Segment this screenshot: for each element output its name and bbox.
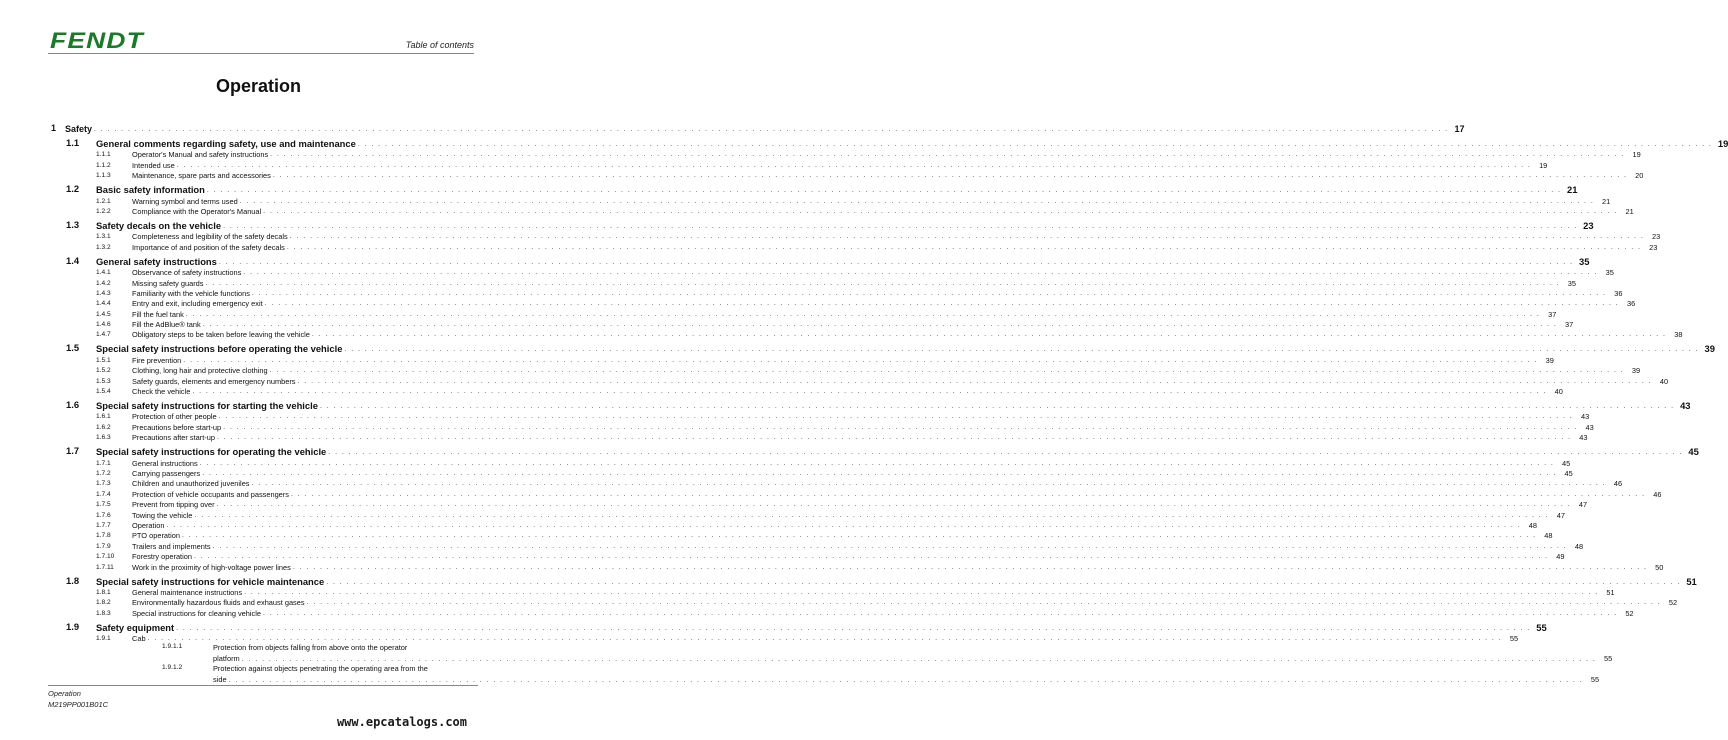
toc-entry-page: 52 [1668, 598, 1678, 608]
footer-document-code: M219PP001B01C [48, 700, 109, 709]
toc-entry-title: Special safety instructions for operating the vehicle [96, 446, 327, 458]
toc-entry-title: Warning symbol and terms used [132, 196, 238, 206]
toc-leader-dots: . . . . . . . . . . . . . . . . . . . . . . . . . . . . . . . . . . . . . . . . . . . . . . . . . . . . . . . . . . . . . . . . . . . . . . . . . . . . . . . . . . . . . . . . . . . . . . . . . . . . . . . . . . . . . . . . . . . . . . . . . . . . . . . . . . . . . . . . . . . . . . . . . . . . . . . . . . . . . . . . . . . . . . . . . . . . . . . . . . . . . . . . . . . . . . . . . . . . . . . . [205, 279, 1561, 287]
toc-entry-number: 1.9.1.2 [162, 664, 183, 672]
toc-leader-dots: . . . . . . . . . . . . . . . . . . . . . . . . . . . . . . . . . . . . . . . . . . . . . . . . . . . . . . . . . . . . . . . . . . . . . . . . . . . . . . . . . . . . . . . . . . . . . . . . . . . . . . . . . . . . . . . . . . . . . . . . . . . . . . . . . . . . . . . . . . . . . . . . . . . . . . . . . . . . . . . . . . . . . . . . . . . . . . . . . . . . . . . . . . . . . . . . . . . . . . . . [292, 563, 1648, 571]
toc-entry-title: Safety [65, 124, 93, 134]
toc-entry[interactable] [48, 607, 1634, 618]
toc-entry[interactable] [48, 432, 1588, 443]
toc-entry-number: 1.1 [66, 137, 80, 148]
toc-leader-dots: . . . . . . . . . . . . . . . . . . . . . . . . . . . . . . . . . . . . . . . . . . . . . . . . . . . . . . . . . . . . . . . . . . . . . . . . . . . . . . . . . . . . . . . . . . . . . . . . . . . . . . . . . . . . . . . . . . . . . . . . . . . . . . . . . . . . . . . . . . . . . . . . . . . . . . . . . . . . . . . . . . . . . . . . . . . . . . . . . . . . . . . . . . . . . . . . . . . . . . . . [223, 222, 1578, 230]
toc-entry-number: 1.5.4 [96, 388, 111, 396]
toc-leader-dots: . . . . . . . . . . . . . . . . . . . . . . . . . . . . . . . . . . . . . . . . . . . . . . . . . . . . . . . . . . . . . . . . . . . . . . . . . . . . . . . . . . . . . . . . . . . . . . . . . . . . . . . . . . . . . . . . . . . . . . . . . . . . . . . . . . . . . . . . . . . . . . . . . . . . . . . . . . . . . . . . . . . . . . . . . . . . . . . . . . . . . . . . . . . . . . . . . . . . . . . . [192, 388, 1547, 396]
toc-entry[interactable] [48, 620, 1547, 633]
toc-leader-dots: . . . . . . . . . . . . . . . . . . . . . . . . . . . . . . . . . . . . . . . . . . . . . . . . . . . . . . . . . . . . . . . . . . . . . . . . . . . . . . . . . . . . . . . . . . . . . . . . . . . . . . . . . . . . . . . . . . . . . . . . . . . . . . . . . . . . . . . . . . . . . . . . . . . . . . . . . . . . . . . . . . . . . . . . . . . . . . . . . . . . . . . . . . . . . . . . . . . . . . . . [212, 542, 1568, 550]
toc-entry-title: Maintenance, spare parts and accessories [132, 171, 271, 181]
toc-entry-page: 45 [1564, 468, 1573, 478]
toc-entry-page: 35 [1567, 278, 1577, 288]
toc-entry[interactable] [48, 329, 1683, 340]
toc-entry-page: 37 [1548, 309, 1557, 319]
toc-leader-dots: . . . . . . . . . . . . . . . . . . . . . . . . . . . . . . . . . . . . . . . . . . . . . . . . . . . . . . . . . . . . . . . . . . . . . . . . . . . . . . . . . . . . . . . . . . . . . . . . . . . . . . . . . . . . . . . . . . . . . . . . . . . . . . . . . . . . . . . . . . . . . . . . . . . . . . . . . . . . . . . . . . . . . . . . . . . . . . . . . . . . . . . . . . . . . . . . . . . . . . . . [290, 490, 1646, 498]
toc-entry-number: 1.7.9 [96, 542, 111, 550]
toc-entry-page: 23 [1652, 232, 1661, 242]
toc-entry-number: 1.5.1 [96, 356, 111, 364]
toc-leader-dots: . . . . . . . . . . . . . . . . . . . . . . . . . . . . . . . . . . . . . . . . . . . . . . . . . . . . . . . . . . . . . . . . . . . . . . . . . . . . . . . . . . . . . . . . . . . . . . . . . . . . . . . . . . . . . . . . . . . . . . . . . . . . . . . . . . . . . . . . . . . . . . . . . . . . . . . . . . . . . . . . . . . . . . . . . . . . . . . . . . . . . . . . . . . . . . . . . . . . . . . . [223, 423, 1578, 431]
toc-entry-number: 1.4.3 [96, 289, 111, 297]
toc-entry-number: 1.7.10 [96, 553, 115, 561]
toc-leader-dots: . . . . . . . . . . . . . . . . . . . . . . . . . . . . . . . . . . . . . . . . . . . . . . . . . . . . . . . . . . . . . . . . . . . . . . . . . . . . . . . . . . . . . . . . . . . . . . . . . . . . . . . . . . . . . . . . . . . . . . . . . . . . . . . . . . . . . . . . . . . . . . . . . . . . . . . . . . . . . . . . . . . . . . . . . . . . . . . . . . . . . . . . . . . . . . . . . . . . . . . . [289, 233, 1645, 241]
toc-entry-title: Observance of safety instructions [132, 268, 242, 278]
toc-entry-title: Prevent from tipping over [132, 500, 215, 510]
toc-entry-page: 36 [1626, 299, 1636, 309]
toc-leader-dots: . . . . . . . . . . . . . . . . . . . . . . . . . . . . . . . . . . . . . . . . . . . . . . . . . . . . . . . . . . . . . . . . . . . . . . . . . . . . . . . . . . . . . . . . . . . . . . . . . . . . . . . . . . . . . . . . . . . . . . . . . . . . . . . . . . . . . . . . . . . . . . . . . . . . . . . . . . . . . . . . . . . . . . . . . . . . . . . . . . . . . . . . . . . . . . . . . . . . . . . . [326, 578, 1681, 586]
toc-entry-number: 1.8.2 [96, 599, 111, 607]
toc-entry-number: 1.4.2 [96, 279, 111, 287]
toc-entry[interactable] [48, 561, 1664, 572]
toc-leader-dots: . . . . . . . . . . . . . . . . . . . . . . . . . . . . . . . . . . . . . . . . . . . . . . . . . . . . . . . . . . . . . . . . . . . . . . . . . . . . . . . . . . . . . . . . . . . . . . . . . . . . . . . . . . . . . . . . . . . . . . . . . . . . . . . . . . . . . . . . . . . . . . . . . . . . . . . . . . . . . . . . . . . . . . . . . . . . . . . . . . . . . . . . . . . . . . . . . . . . . . . . [243, 269, 1598, 277]
toc-entry-number: 1.7 [66, 445, 80, 457]
toc-entry[interactable] [48, 170, 1644, 181]
toc-entry-title: Completeness and legibility of the safety decals [132, 232, 288, 242]
toc-entry-number: 1.7.2 [96, 469, 111, 477]
toc-entry[interactable] [48, 149, 1641, 160]
toc-entry-number: 1.1.3 [96, 172, 111, 180]
header-divider [48, 53, 474, 54]
toc-entry-number: 1.6.2 [96, 423, 111, 431]
toc-entry-number: 1.1.2 [96, 161, 111, 169]
toc-entry-page: 21 [1602, 196, 1611, 206]
toc-leader-dots: . . . . . . . . . . . . . . . . . . . . . . . . . . . . . . . . . . . . . . . . . . . . . . . . . . . . . . . . . . . . . . . . . . . . . . . . . . . . . . . . . . . . . . . . . . . . . . . . . . . . . . . . . . . . . . . . . . . . . . . . . . . . . . . . . . . . . . . . . . . . . . . . . . . . . . . . . . . . . . . . . . . . . . . . . . . . . . . . . . . . . . . . . . . . . . . . . . . . . . . . [311, 331, 1667, 339]
toc-entry-page: 43 [1585, 422, 1594, 432]
toc-leader-dots: . . . . . . . . . . . . . . . . . . . . . . . . . . . . . . . . . . . . . . . . . . . . . . . . . . . . . . . . . . . . . . . . . . . . . . . . . . . . . . . . . . . . . . . . . . . . . . . . . . . . . . . . . . . . . . . . . . . . . . . . . . . . . . . . . . . . . . . . . . . . . . . . . . . . . . . . . . . . . . . . . . . . . . . . . . . . . . . . . . . . . . . . . . . . . . . . . . . . . . . . [239, 197, 1595, 205]
toc-entry-number: 1.4.7 [96, 331, 111, 339]
toc-leader-dots: . . . . . . . . . . . . . . . . . . . . . . . . . . . . . . . . . . . . . . . . . . . . . . . . . . . . . . . . . . . . . . . . . . . . . . . . . . . . . . . . . . . . . . . . . . . . . . . . . . . . . . . . . . . . . . . . . . . . . . . . . . . . . . . . . . . . . . . . . . . . . . . . . . . . . . . . . . . . . . . . . . . . . . . . . . . . . . . . . . . . . . . . . . . . . . . . . . . . . . . . [264, 300, 1620, 308]
toc-entry-page: 51 [1606, 587, 1615, 597]
toc-leader-dots: . . . . . . . . . . . . . . . . . . . . . . . . . . . . . . . . . . . . . . . . . . . . . . . . . . . . . . . . . . . . . . . . . . . . . . . . . . . . . . . . . . . . . . . . . . . . . . . . . . . . . . . . . . . . . . . . . . . . . . . . . . . . . . . . . . . . . . . . . . . . . . . . . . . . . . . . . . . . . . . . . . . . . . . . . . . . . . . . . . . . . . . . . . . . . . . . . . . . . . . . [176, 161, 1532, 169]
toc-entry-page: 48 [1574, 541, 1584, 551]
toc-entry[interactable] [48, 206, 1634, 216]
toc-entry-title: Precautions before start-up [132, 422, 222, 432]
toc-entry[interactable] [48, 354, 1554, 365]
toc-leader-dots: . . . . . . . . . . . . . . . . . . . . . . . . . . . . . . . . . . . . . . . . . . . . . . . . . . . . . . . . . . . . . . . . . . . . . . . . . . . . . . . . . . . . . . . . . . . . . . . . . . . . . . . . . . . . . . . . . . . . . . . . . . . . . . . . . . . . . . . . . . . . . . . . . . . . . . . . . . . . . . . . . . . . . . . . . . . . . . . . . . . . . . . . . . . . . . . . . . . . . . . . [270, 151, 1625, 159]
toc-entry-number: 1.8 [66, 574, 80, 586]
toc-entry[interactable] [48, 231, 1661, 242]
toc-leader-dots: . . . . . . . . . . . . . . . . . . . . . . . . . . . . . . . . . . . . . . . . . . . . . . . . . . . . . . . . . . . . . . . . . . . . . . . . . . . . . . . . . . . . . . . . . . . . . . . . . . . . . . . . . . . . . . . . . . . . . . . . . . . . . . . . . . . . . . . . . . . . . . . . . . . . . . . . . . . . . . . . . . . . . . . . . . . . . . . . . . . . . . . . . . . . . . . . . . . . . . . . [306, 599, 1662, 607]
toc-leader-dots: . . . . . . . . . . . . . . . . . . . . . . . . . . . . . . . . . . . . . . . . . . . . . . . . . . . . . . . . . . . . . . . . . . . . . . . . . . . . . . . . . . . . . . . . . . . . . . . . . . . . . . . . . . . . . . . . . . . . . . . . . . . . . . . . . . . . . . . . . . . . . . . . . . . . . . . . . . . . . . . . . . . . . . . . . . . . . . . . . . . . . . . . . . . . . . . . . . . . . . . . [357, 141, 1713, 148]
toc-entry-number: 1.4.4 [96, 300, 111, 308]
toc-entry[interactable] [48, 375, 1669, 386]
toc-entry-number: 1.8.3 [96, 609, 111, 617]
toc-entry-page: 48 [1528, 520, 1538, 530]
toc-entry-number: 1.3.1 [96, 233, 111, 241]
toc-entry-page: 55 [1604, 653, 1613, 663]
toc-leader-dots: . . . . . . . . . . . . . . . . . . . . . . . . . . . . . . . . . . . . . . . . . . . . . . . . . . . . . . . . . . . . . . . . . . . . . . . . . . . . . . . . . . . . . . . . . . . . . . . . . . . . . . . . . . . . . . . . . . . . . . . . . . . . . . . . . . . . . . . . . . . . . . . . . . . . . . . . . . . . . . . . . . . . . . . . . . . . . . . . . . . . . . . . . . . . . . . . . . . . . . . . [202, 321, 1558, 329]
toc-leader-dots: . . . . . . . . . . . . . . . . . . . . . . . . . . . . . . . . . . . . . . . . . . . . . . . . . . . . . . . . . . . . . . . . . . . . . . . . . . . . . . . . . . . . . . . . . . . . . . . . . . . . . . . . . . . . . . . . . . . . . . . . . . . . . . . . . . . . . . . . . . . . . . . . . . . . . . . . . . . . . . . . . . . . . . . . . . . . . . . . . . . . . . . . . . . . . . . . . . . . . . . . [344, 346, 1699, 354]
toc-leader-dots: . . . . . . . . . . . . . . . . . . . . . . . . . . . . . . . . . . . . . . . . . . . . . . . . . . . . . . . . . . . . . . . . . . . . . . . . . . . . . . . . . . . . . . . . . . . . . . . . . . . . . . . . . . . . . . . . . . . . . . . . . . . . . . . . . . . . . . . . . . . . . . . . . . . . . . . . . . . . . . . . . . . . . . . . . . . . . . . . . . . . . . . . . . . . . . . . . . . . . . . . [286, 243, 1642, 251]
toc-entry[interactable] [48, 159, 1548, 170]
toc-leader-dots: . . . . . . . . . . . . . . . . . . . . . . . . . . . . . . . . . . . . . . . . . . . . . . . . . . . . . . . . . . . . . . . . . . . . . . . . . . . . . . . . . . . . . . . . . . . . . . . . . . . . . . . . . . . . . . . . . . . . . . . . . . . . . . . . . . . . . . . . . . . . . . . . . . . . . . . . . . . . . . . . . . . . . . . . . . . . . . . . . . . . . . . . . . . . . . . . . . . . . . . . [94, 126, 1449, 133]
toc-entry-page: 17 [1454, 124, 1465, 134]
toc-entry-number: 1 [51, 123, 57, 133]
toc-entry[interactable] [48, 664, 1600, 685]
toc-entry[interactable] [48, 308, 1557, 319]
toc-entry-page: 46 [1653, 489, 1662, 499]
toc-entry-page: 39 [1631, 366, 1641, 376]
toc-entry-number: 1.5.2 [96, 367, 111, 375]
toc-entry-title: Fire prevention [132, 355, 182, 365]
toc-leader-dots: . . . . . . . . . . . . . . . . . . . . . . . . . . . . . . . . . . . . . . . . . . . . . . . . . . . . . . . . . . . . . . . . . . . . . . . . . . . . . . . . . . . . . . . . . . . . . . . . . . . . . . . . . . . . . . . . . . . . . . . . . . . . . . . . . . . . . . . . . . . . . . . . . . . . . . . . . . . . . . . . . . . . . . . . . . . . . . . . . . . . . . . . . . . . . . . . . . . . . . . . [166, 521, 1522, 529]
toc-leader-dots: . . . . . . . . . . . . . . . . . . . . . . . . . . . . . . . . . . . . . . . . . . . . . . . . . . . . . . . . . . . . . . . . . . . . . . . . . . . . . . . . . . . . . . . . . . . . . . . . . . . . . . . . . . . . . . . . . . . . . . . . . . . . . . . . . . . . . . . . . . . . . . . . . . . . . . . . . . . . . . . . . . . . . . . . . . . . . . . . . . . . . . . . . . . . . . . . . . . . . . . . [176, 624, 1531, 632]
toc-leader-dots: . . . . . . . . . . . . . . . . . . . . . . . . . . . . . . . . . . . . . . . . . . . . . . . . . . . . . . . . . . . . . . . . . . . . . . . . . . . . . . . . . . . . . . . . . . . . . . . . . . . . . . . . . . . . . . . . . . . . . . . . . . . . . . . . . . . . . . . . . . . . . . . . . . . . . . . . . . . . . . . . . . . . . . . . . . . . . . . . . . . . . . . . . . . . . . . . . . . . . . . . [244, 588, 1599, 596]
toc-entry-title: Obligatory steps to be taken before leaving the vehicle [132, 330, 310, 340]
toc-entry-title: Compliance with the Operator's Manual [132, 206, 262, 216]
toc-entry[interactable] [48, 468, 1573, 478]
toc-entry-number: 1.6.1 [96, 413, 111, 421]
toc-entry[interactable] [48, 540, 1584, 551]
toc-entry-title: Protection against objects penetrating the operating area from the [213, 664, 428, 674]
toc-entry-number: 1.7.3 [96, 480, 111, 488]
toc-entry-title: Children and unauthorized juveniles [132, 479, 250, 489]
toc-entry-title: General maintenance instructions [132, 587, 243, 597]
toc-entry-title: General instructions [132, 458, 198, 468]
toc-leader-dots: . . . . . . . . . . . . . . . . . . . . . . . . . . . . . . . . . . . . . . . . . . . . . . . . . . . . . . . . . . . . . . . . . . . . . . . . . . . . . . . . . . . . . . . . . . . . . . . . . . . . . . . . . . . . . . . . . . . . . . . . . . . . . . . . . . . . . . . . . . . . . . . . . . . . . . . . . . . . . . . . . . . . . . . . . . . . . . . . . . . . . . . . . . . . . . . . . . . . . . . . [218, 258, 1574, 266]
toc-entry-number: 1.5 [66, 342, 80, 354]
toc-leader-dots: . . . . . . . . . . . . . . . . . . . . . . . . . . . . . . . . . . . . . . . . . . . . . . . . . . . . . . . . . . . . . . . . . . . . . . . . . . . . . . . . . . . . . . . . . . . . . . . . . . . . . . . . . . . . . . . . . . . . . . . . . . . . . . . . . . . . . . . . . . . . . . . . . . . . . . . . . . . . . . . . . . . . . . . . . . . . . . . . . . . . . . . . . . . . . . . . . . . . . . . . [241, 656, 1597, 664]
toc-entry[interactable] [48, 551, 1565, 562]
toc-entry-page: 21 [1567, 184, 1578, 196]
toc-entry[interactable] [48, 288, 1623, 298]
toc-entry-number: 1.7.11 [96, 563, 114, 571]
toc-entry-number: 1.4.1 [96, 269, 111, 277]
toc-entry-title: Carrying passengers [132, 468, 201, 478]
toc-entry-page: 19 [1539, 160, 1548, 170]
toc-entry[interactable] [48, 218, 1594, 231]
toc-entry-title: Protection of vehicle occupants and passengers [132, 489, 289, 499]
toc-entry-page: 35 [1578, 255, 1590, 267]
toc-entry-number: 1.6.3 [96, 434, 111, 442]
toc-entry-page: 35 [1605, 268, 1614, 278]
page-title: Operation [215, 76, 301, 96]
toc-entry[interactable] [48, 633, 1519, 644]
toc-entry-page: 43 [1579, 433, 1588, 443]
toc-entry-page: 51 [1686, 575, 1697, 587]
toc-leader-dots: . . . . . . . . . . . . . . . . . . . . . . . . . . . . . . . . . . . . . . . . . . . . . . . . . . . . . . . . . . . . . . . . . . . . . . . . . . . . . . . . . . . . . . . . . . . . . . . . . . . . . . . . . . . . . . . . . . . . . . . . . . . . . . . . . . . . . . . . . . . . . . . . . . . . . . . . . . . . . . . . . . . . . . . . . . . . . . . . . . . . . . . . . . . . . . . . . . . . . . . . [228, 677, 1584, 685]
toc-leader-dots: . . . . . . . . . . . . . . . . . . . . . . . . . . . . . . . . . . . . . . . . . . . . . . . . . . . . . . . . . . . . . . . . . . . . . . . . . . . . . . . . . . . . . . . . . . . . . . . . . . . . . . . . . . . . . . . . . . . . . . . . . . . . . . . . . . . . . . . . . . . . . . . . . . . . . . . . . . . . . . . . . . . . . . . . . . . . . . . . . . . . . . . . . . . . . . . . . . . . . . . . [216, 434, 1572, 442]
table-of-contents [48, 120, 1728, 685]
toc-entry[interactable] [48, 386, 1563, 397]
toc-leader-dots: . . . . . . . . . . . . . . . . . . . . . . . . . . . . . . . . . . . . . . . . . . . . . . . . . . . . . . . . . . . . . . . . . . . . . . . . . . . . . . . . . . . . . . . . . . . . . . . . . . . . . . . . . . . . . . . . . . . . . . . . . . . . . . . . . . . . . . . . . . . . . . . . . . . . . . . . . . . . . . . . . . . . . . . . . . . . . . . . . . . . . . . . . . . . . . . . . . . . . . . . [193, 553, 1549, 561]
toc-entry[interactable] [48, 183, 1578, 196]
toc-entry[interactable] [48, 122, 1465, 134]
toc-entry-page: 43 [1580, 412, 1590, 422]
toc-entry-page: 20 [1635, 171, 1644, 181]
toc-entry-number: 1.7.1 [96, 459, 111, 467]
toc-entry-title: Operator's Manual and safety instructions [132, 150, 269, 160]
toc-entry-title: Entry and exit, including emergency exit [132, 299, 263, 309]
toc-entry[interactable] [48, 399, 1691, 412]
toc-entry[interactable] [48, 478, 1623, 489]
toc-entry-page: 48 [1544, 531, 1553, 541]
toc-entry[interactable] [48, 195, 1611, 206]
toc-entry-page: 55 [1536, 621, 1547, 633]
toc-entry[interactable] [48, 277, 1577, 288]
toc-entry-number: 1.4 [66, 254, 80, 266]
toc-entry[interactable] [48, 421, 1594, 432]
toc-leader-dots: . . . . . . . . . . . . . . . . . . . . . . . . . . . . . . . . . . . . . . . . . . . . . . . . . . . . . . . . . . . . . . . . . . . . . . . . . . . . . . . . . . . . . . . . . . . . . . . . . . . . . . . . . . . . . . . . . . . . . . . . . . . . . . . . . . . . . . . . . . . . . . . . . . . . . . . . . . . . . . . . . . . . . . . . . . . . . . . . . . . . . . . . . . . . . . . . . . . . . . . . [202, 469, 1557, 477]
toc-entry-number: 1.3.2 [96, 243, 111, 251]
toc-entry-title: Fill the AdBlue® tank [132, 320, 201, 330]
logo-text: FENDT [50, 28, 145, 53]
toc-entry-title-cont: platform [213, 653, 240, 663]
toc-entry[interactable] [48, 509, 1565, 520]
toc-entry-page: 52 [1625, 608, 1634, 618]
toc-entry-number: 1.2.2 [96, 207, 111, 215]
toc-entry[interactable] [48, 241, 1658, 252]
toc-entry-title: Clothing, long hair and protective clothing [132, 366, 268, 376]
toc-entry-page: 36 [1614, 288, 1623, 298]
toc-entry-page: 47 [1556, 510, 1565, 520]
toc-entry-number: 1.2 [66, 183, 80, 195]
toc-entry-number: 1.9 [66, 620, 80, 632]
toc-entry-title: Missing safety guards [132, 278, 204, 288]
footer-divider [48, 685, 478, 686]
toc-entry-title: Basic safety information [96, 184, 205, 196]
toc-entry-title-cont: side [213, 674, 227, 684]
toc-entry-title: Safety guards, elements and emergency numbers [132, 376, 296, 386]
toc-entry-number: 1.5.3 [96, 377, 111, 385]
toc-entry[interactable] [48, 587, 1615, 597]
toc-entry[interactable] [48, 574, 1697, 587]
toc-leader-dots: . . . . . . . . . . . . . . . . . . . . . . . . . . . . . . . . . . . . . . . . . . . . . . . . . . . . . . . . . . . . . . . . . . . . . . . . . . . . . . . . . . . . . . . . . . . . . . . . . . . . . . . . . . . . . . . . . . . . . . . . . . . . . . . . . . . . . . . . . . . . . . . . . . . . . . . . . . . . . . . . . . . . . . . . . . . . . . . . . . . . . . . . . . . . . . . . . . . . . . . . [216, 501, 1572, 509]
toc-entry-page: 50 [1655, 562, 1664, 572]
toc-entry[interactable] [48, 342, 1715, 355]
toc-entry-title: Safety decals on the vehicle [96, 219, 222, 231]
toc-entry-number: 1.2.1 [96, 197, 111, 205]
toc-entry-number: 1.7.8 [96, 532, 111, 540]
toc-entry-title: Precautions after start-up [132, 433, 215, 443]
toc-entry-number: 1.8.1 [96, 588, 111, 596]
toc-entry-page: 39 [1545, 355, 1554, 365]
toc-entry-title: Check the vehicle [132, 387, 191, 397]
fendt-logo [50, 29, 146, 51]
toc-leader-dots: . . . . . . . . . . . . . . . . . . . . . . . . . . . . . . . . . . . . . . . . . . . . . . . . . . . . . . . . . . . . . . . . . . . . . . . . . . . . . . . . . . . . . . . . . . . . . . . . . . . . . . . . . . . . . . . . . . . . . . . . . . . . . . . . . . . . . . . . . . . . . . . . . . . . . . . . . . . . . . . . . . . . . . . . . . . . . . . . . . . . . . . . . . . . . . . . . . . . . . . . [251, 480, 1607, 488]
toc-leader-dots: . . . . . . . . . . . . . . . . . . . . . . . . . . . . . . . . . . . . . . . . . . . . . . . . . . . . . . . . . . . . . . . . . . . . . . . . . . . . . . . . . . . . . . . . . . . . . . . . . . . . . . . . . . . . . . . . . . . . . . . . . . . . . . . . . . . . . . . . . . . . . . . . . . . . . . . . . . . . . . . . . . . . . . . . . . . . . . . . . . . . . . . . . . . . . . . . . . . . . . . . [194, 511, 1549, 519]
toc-leader-dots: . . . . . . . . . . . . . . . . . . . . . . . . . . . . . . . . . . . . . . . . . . . . . . . . . . . . . . . . . . . . . . . . . . . . . . . . . . . . . . . . . . . . . . . . . . . . . . . . . . . . . . . . . . . . . . . . . . . . . . . . . . . . . . . . . . . . . . . . . . . . . . . . . . . . . . . . . . . . . . . . . . . . . . . . . . . . . . . . . . . . . . . . . . . . . . . . . . . . . . . . [328, 449, 1683, 457]
toc-entry[interactable] [48, 445, 1699, 458]
toc-entry-number: 1.4.5 [96, 310, 111, 318]
toc-entry-title: Forestry operation [132, 552, 192, 562]
toc-entry-title: Intended use [132, 160, 175, 170]
toc-entry-page: 45 [1562, 458, 1571, 468]
toc-entry-title: Protection of other people [132, 412, 217, 422]
toc-entry-title: Environmentally hazardous fluids and exhaust gases [132, 598, 305, 608]
toc-entry-title: Towing the vehicle [132, 510, 193, 520]
toc-entry-title: Familiarity with the vehicle functions [132, 288, 250, 298]
toc-entry[interactable] [48, 319, 1574, 330]
toc-entry-title: Special safety instructions for starting the vehicle [96, 400, 318, 412]
toc-entry-page: 43 [1680, 400, 1691, 412]
toc-entry-page: 38 [1674, 330, 1683, 340]
toc-entry-title: Trailers and implements [132, 541, 211, 551]
toc-entry-number: 1.6 [66, 399, 80, 411]
toc-entry[interactable] [48, 254, 1590, 267]
toc-entry-number: 1.7.4 [96, 490, 111, 498]
toc-entry[interactable] [48, 457, 1571, 468]
toc-entry-page: 37 [1565, 320, 1574, 330]
toc-entry-title: Importance of and position of the safety decals [132, 242, 285, 252]
toc-entry-page: 40 [1659, 376, 1669, 386]
toc-leader-dots: . . . . . . . . . . . . . . . . . . . . . . . . . . . . . . . . . . . . . . . . . . . . . . . . . . . . . . . . . . . . . . . . . . . . . . . . . . . . . . . . . . . . . . . . . . . . . . . . . . . . . . . . . . . . . . . . . . . . . . . . . . . . . . . . . . . . . . . . . . . . . . . . . . . . . . . . . . . . . . . . . . . . . . . . . . . . . . . . . . . . . . . . . . . . . . . . . . . . . . . . [272, 172, 1628, 180]
toc-entry-number: 1.9.1 [96, 635, 111, 643]
toc-leader-dots: . . . . . . . . . . . . . . . . . . . . . . . . . . . . . . . . . . . . . . . . . . . . . . . . . . . . . . . . . . . . . . . . . . . . . . . . . . . . . . . . . . . . . . . . . . . . . . . . . . . . . . . . . . . . . . . . . . . . . . . . . . . . . . . . . . . . . . . . . . . . . . . . . . . . . . . . . . . . . . . . . . . . . . . . . . . . . . . . . . . . . . . . . . . . . . . . . . . . . . . . [183, 356, 1538, 364]
toc-entry-title: Fill the fuel tank [132, 309, 184, 319]
toc-entry-page: 49 [1556, 552, 1565, 562]
toc-entry-title: Operation [132, 520, 165, 530]
toc-entry-number: 1.9.1.1 [162, 643, 183, 651]
toc-entry-title: General comments regarding safety, use and maintenance [96, 138, 356, 149]
toc-entry[interactable] [48, 520, 1538, 530]
toc-leader-dots: . . . . . . . . . . . . . . . . . . . . . . . . . . . . . . . . . . . . . . . . . . . . . . . . . . . . . . . . . . . . . . . . . . . . . . . . . . . . . . . . . . . . . . . . . . . . . . . . . . . . . . . . . . . . . . . . . . . . . . . . . . . . . . . . . . . . . . . . . . . . . . . . . . . . . . . . . . . . . . . . . . . . . . . . . . . . . . . . . . . . . . . . . . . . . . . . . . . . . . . . [251, 289, 1607, 297]
toc-entry-page: 19 [1717, 138, 1728, 149]
toc-entry-page: 39 [1704, 343, 1715, 355]
toc-entry-number: 1.7.5 [96, 501, 111, 509]
toc-entry-number: 1.3 [66, 218, 80, 230]
toc-entry[interactable] [48, 488, 1662, 499]
toc-entry[interactable] [48, 137, 1728, 149]
toc-entry-page: 45 [1688, 446, 1699, 458]
watermark: www.epcatalogs.com [336, 715, 467, 729]
toc-entry-page: 40 [1554, 387, 1563, 397]
toc-entry-title: General safety instructions [96, 255, 217, 267]
toc-entry-title: Special instructions for cleaning vehicle [132, 608, 261, 618]
toc-entry-number: 1.4.6 [96, 321, 111, 329]
toc-entry-page: 21 [1625, 206, 1634, 216]
toc-leader-dots: . . . . . . . . . . . . . . . . . . . . . . . . . . . . . . . . . . . . . . . . . . . . . . . . . . . . . . . . . . . . . . . . . . . . . . . . . . . . . . . . . . . . . . . . . . . . . . . . . . . . . . . . . . . . . . . . . . . . . . . . . . . . . . . . . . . . . . . . . . . . . . . . . . . . . . . . . . . . . . . . . . . . . . . . . . . . . . . . . . . . . . . . . . . . . . . . . . . . . . . . [297, 377, 1653, 385]
toc-entry-page: 55 [1590, 674, 1600, 684]
toc-leader-dots: . . . . . . . . . . . . . . . . . . . . . . . . . . . . . . . . . . . . . . . . . . . . . . . . . . . . . . . . . . . . . . . . . . . . . . . . . . . . . . . . . . . . . . . . . . . . . . . . . . . . . . . . . . . . . . . . . . . . . . . . . . . . . . . . . . . . . . . . . . . . . . . . . . . . . . . . . . . . . . . . . . . . . . . . . . . . . . . . . . . . . . . . . . . . . . . . . . . . . . . . [319, 403, 1675, 411]
toc-entry-title: Work in the proximity of high-voltage power lines [132, 562, 291, 572]
toc-leader-dots: . . . . . . . . . . . . . . . . . . . . . . . . . . . . . . . . . . . . . . . . . . . . . . . . . . . . . . . . . . . . . . . . . . . . . . . . . . . . . . . . . . . . . . . . . . . . . . . . . . . . . . . . . . . . . . . . . . . . . . . . . . . . . . . . . . . . . . . . . . . . . . . . . . . . . . . . . . . . . . . . . . . . . . . . . . . . . . . . . . . . . . . . . . . . . . . . . . . . . . . . [206, 187, 1562, 195]
toc-entry-page: 23 [1649, 242, 1658, 252]
toc-leader-dots: . . . . . . . . . . . . . . . . . . . . . . . . . . . . . . . . . . . . . . . . . . . . . . . . . . . . . . . . . . . . . . . . . . . . . . . . . . . . . . . . . . . . . . . . . . . . . . . . . . . . . . . . . . . . . . . . . . . . . . . . . . . . . . . . . . . . . . . . . . . . . . . . . . . . . . . . . . . . . . . . . . . . . . . . . . . . . . . . . . . . . . . . . . . . . . . . . . . . . . . . [218, 413, 1574, 421]
toc-entry[interactable] [48, 597, 1678, 608]
toc-leader-dots: . . . . . . . . . . . . . . . . . . . . . . . . . . . . . . . . . . . . . . . . . . . . . . . . . . . . . . . . . . . . . . . . . . . . . . . . . . . . . . . . . . . . . . . . . . . . . . . . . . . . . . . . . . . . . . . . . . . . . . . . . . . . . . . . . . . . . . . . . . . . . . . . . . . . . . . . . . . . . . . . . . . . . . . . . . . . . . . . . . . . . . . . . . . . . . . . . . . . . . . . [263, 207, 1618, 215]
toc-entry[interactable] [48, 267, 1614, 278]
toc-entry-number: 1.7.6 [96, 511, 111, 519]
toc-entry[interactable] [48, 365, 1641, 376]
toc-entry-title: Special safety instructions for vehicle maintenance [96, 575, 325, 587]
toc-entry[interactable] [48, 411, 1590, 422]
toc-leader-dots: . . . . . . . . . . . . . . . . . . . . . . . . . . . . . . . . . . . . . . . . . . . . . . . . . . . . . . . . . . . . . . . . . . . . . . . . . . . . . . . . . . . . . . . . . . . . . . . . . . . . . . . . . . . . . . . . . . . . . . . . . . . . . . . . . . . . . . . . . . . . . . . . . . . . . . . . . . . . . . . . . . . . . . . . . . . . . . . . . . . . . . . . . . . . . . . . . . . . . . . . [147, 635, 1503, 643]
toc-entry-page: 46 [1613, 479, 1623, 489]
toc-entry-title: PTO operation [132, 531, 180, 541]
toc-leader-dots: . . . . . . . . . . . . . . . . . . . . . . . . . . . . . . . . . . . . . . . . . . . . . . . . . . . . . . . . . . . . . . . . . . . . . . . . . . . . . . . . . . . . . . . . . . . . . . . . . . . . . . . . . . . . . . . . . . . . . . . . . . . . . . . . . . . . . . . . . . . . . . . . . . . . . . . . . . . . . . . . . . . . . . . . . . . . . . . . . . . . . . . . . . . . . . . . . . . . . . . . [269, 367, 1625, 375]
toc-entry[interactable] [48, 298, 1636, 309]
toc-entry[interactable] [48, 643, 1613, 664]
toc-leader-dots: . . . . . . . . . . . . . . . . . . . . . . . . . . . . . . . . . . . . . . . . . . . . . . . . . . . . . . . . . . . . . . . . . . . . . . . . . . . . . . . . . . . . . . . . . . . . . . . . . . . . . . . . . . . . . . . . . . . . . . . . . . . . . . . . . . . . . . . . . . . . . . . . . . . . . . . . . . . . . . . . . . . . . . . . . . . . . . . . . . . . . . . . . . . . . . . . . . . . . . . . [263, 609, 1618, 617]
toc-leader-dots: . . . . . . . . . . . . . . . . . . . . . . . . . . . . . . . . . . . . . . . . . . . . . . . . . . . . . . . . . . . . . . . . . . . . . . . . . . . . . . . . . . . . . . . . . . . . . . . . . . . . . . . . . . . . . . . . . . . . . . . . . . . . . . . . . . . . . . . . . . . . . . . . . . . . . . . . . . . . . . . . . . . . . . . . . . . . . . . . . . . . . . . . . . . . . . . . . . . . . . . . [181, 532, 1537, 540]
footer-chapter: Operation [48, 689, 81, 698]
toc-entry-page: 23 [1583, 219, 1594, 231]
toc-entry-page: 47 [1578, 500, 1588, 510]
header-section-label: Table of contents [405, 40, 474, 50]
toc-leader-dots: . . . . . . . . . . . . . . . . . . . . . . . . . . . . . . . . . . . . . . . . . . . . . . . . . . . . . . . . . . . . . . . . . . . . . . . . . . . . . . . . . . . . . . . . . . . . . . . . . . . . . . . . . . . . . . . . . . . . . . . . . . . . . . . . . . . . . . . . . . . . . . . . . . . . . . . . . . . . . . . . . . . . . . . . . . . . . . . . . . . . . . . . . . . . . . . . . . . . . . . . [185, 310, 1541, 318]
toc-entry[interactable] [48, 530, 1553, 541]
toc-entry-page: 55 [1509, 634, 1519, 644]
toc-entry-title: Safety equipment [96, 621, 175, 633]
toc-entry-title: Protection from objects falling from above onto the operator [213, 643, 408, 653]
toc-entry-title: Cab [132, 634, 146, 644]
toc-entry[interactable] [48, 499, 1588, 510]
toc-leader-dots: . . . . . . . . . . . . . . . . . . . . . . . . . . . . . . . . . . . . . . . . . . . . . . . . . . . . . . . . . . . . . . . . . . . . . . . . . . . . . . . . . . . . . . . . . . . . . . . . . . . . . . . . . . . . . . . . . . . . . . . . . . . . . . . . . . . . . . . . . . . . . . . . . . . . . . . . . . . . . . . . . . . . . . . . . . . . . . . . . . . . . . . . . . . . . . . . . . . . . . . . [199, 459, 1555, 467]
toc-entry-title: Special safety instructions before operating the vehicle [96, 343, 343, 355]
toc-entry-page: 19 [1632, 150, 1641, 160]
toc-entry-number: 1.7.7 [96, 521, 111, 529]
toc-entry-number: 1.1.1 [96, 151, 111, 159]
